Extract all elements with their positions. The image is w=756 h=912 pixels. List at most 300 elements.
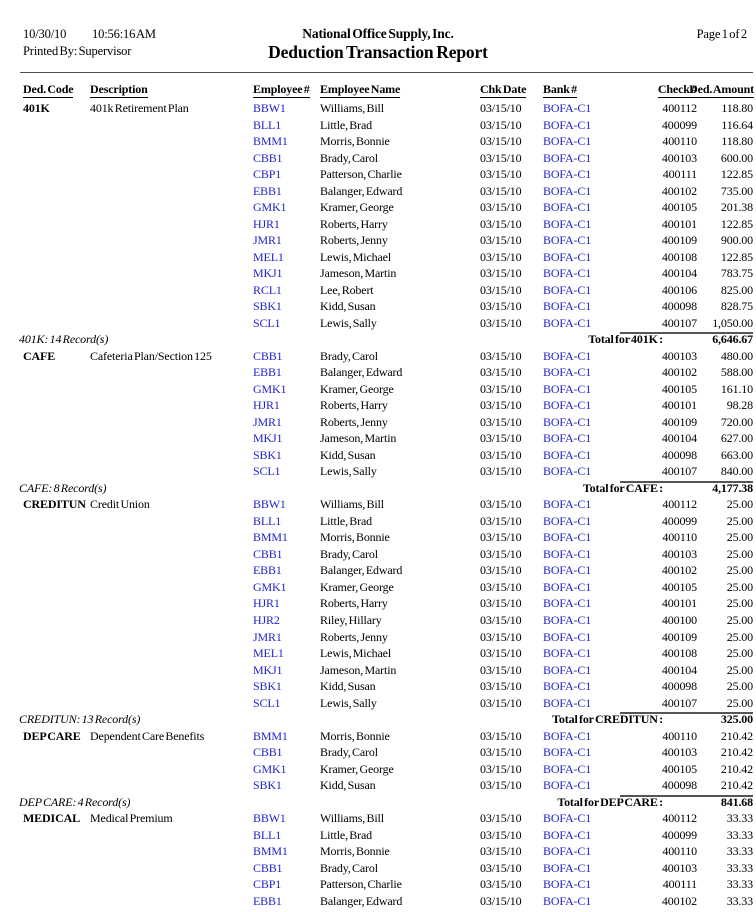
bank-code-cell[interactable]: BOFA-C1: [543, 596, 592, 611]
employee-code-cell[interactable]: BLL1: [253, 117, 282, 132]
employee-code-cell[interactable]: BBW1: [253, 811, 286, 826]
description-cell: Dependent Care Benefits: [90, 728, 205, 743]
bank-code-cell[interactable]: BOFA-C1: [543, 563, 592, 578]
employee-name-cell: Little, Brad: [320, 513, 373, 528]
table-row: [0, 728, 756, 745]
chk-date-cell: 03/15/10: [480, 745, 522, 760]
ded-amount-cell: 828.75: [720, 299, 753, 314]
records-count: CREDITUN: 13 Record(s): [19, 712, 141, 727]
table-row: [0, 843, 756, 860]
chk-date-cell: 03/15/10: [480, 695, 522, 710]
bank-code-cell[interactable]: BOFA-C1: [543, 778, 592, 793]
employee-code-cell[interactable]: SCL1: [253, 464, 281, 479]
employee-code-cell[interactable]: EBB1: [253, 893, 282, 908]
ded-code-cell: [23, 364, 90, 381]
ded-amount-cell: 25.00: [726, 629, 753, 644]
bank-code-cell[interactable]: BOFA-C1: [543, 497, 592, 512]
column-header-description: Description: [90, 82, 148, 96]
description-cell: [90, 133, 253, 150]
bank-code-cell[interactable]: BOFA-C1: [543, 167, 592, 182]
employee-name-cell: Brady, Carol: [320, 546, 378, 561]
column-header-row: [0, 83, 756, 98]
bank-code-cell[interactable]: BOFA-C1: [543, 365, 592, 380]
employee-code-cell[interactable]: SBK1: [253, 447, 282, 462]
employee-code-cell[interactable]: BLL1: [253, 513, 282, 528]
ded-amount-cell: 588.00: [720, 365, 753, 380]
chk-date-cell: 03/15/10: [480, 893, 522, 908]
employee-code-cell[interactable]: GMK1: [253, 579, 287, 594]
description-cell: [90, 695, 253, 712]
employee-name-cell: Patterson, Charlie: [320, 167, 402, 182]
check-no-cell: 400103: [661, 860, 697, 875]
ded-code-cell: [23, 777, 90, 794]
bank-code-cell[interactable]: BOFA-C1: [543, 447, 592, 462]
print-time: 10:56:16 AM: [92, 27, 156, 41]
bank-code-cell[interactable]: BOFA-C1: [543, 431, 592, 446]
ded-code-cell: [23, 150, 90, 167]
bank-code-cell[interactable]: BOFA-C1: [543, 233, 592, 248]
company-name: National Office Supply, Inc.: [302, 26, 454, 41]
ded-amount-cell: 25.00: [726, 646, 753, 661]
employee-code-cell[interactable]: CBB1: [253, 150, 283, 165]
employee-code-cell[interactable]: BMM1: [253, 134, 288, 149]
employee-code-cell[interactable]: SBK1: [253, 299, 282, 314]
employee-name-cell: Kramer, George: [320, 761, 394, 776]
total-amount: 4,177.38: [712, 480, 753, 495]
bank-code-cell[interactable]: BOFA-C1: [543, 216, 592, 231]
employee-name-cell: Balanger, Edward: [320, 893, 403, 908]
ded-code-cell: [23, 529, 90, 546]
chk-date-cell: 03/15/10: [480, 299, 522, 314]
chk-date-cell: 03/15/10: [480, 398, 522, 413]
check-no-cell: 400112: [662, 811, 697, 826]
bank-code-cell[interactable]: BOFA-C1: [543, 117, 592, 132]
employee-code-cell[interactable]: BLL1: [253, 827, 282, 842]
employee-code-cell[interactable]: GMK1: [253, 381, 287, 396]
chk-date-cell: 03/15/10: [480, 381, 522, 396]
employee-name-cell: Jameson, Martin: [320, 266, 397, 281]
bank-code-cell[interactable]: BOFA-C1: [543, 811, 592, 826]
description-cell: [90, 744, 253, 761]
employee-code-cell[interactable]: CBB1: [253, 348, 283, 363]
description-cell: Credit Union: [90, 497, 150, 512]
chk-date-cell: 03/15/10: [480, 629, 522, 644]
description-cell: 401k Retirement Plan: [90, 101, 189, 115]
employee-code-cell[interactable]: BBW1: [253, 497, 286, 512]
table-row: [0, 282, 756, 299]
check-no-cell: 400108: [661, 249, 697, 264]
table-row: [0, 579, 756, 596]
check-no-cell: 400107: [661, 695, 697, 710]
chk-date-cell: 03/15/10: [480, 546, 522, 561]
ded-code-cell: [23, 381, 90, 398]
description-cell: [90, 645, 253, 662]
employee-code-cell[interactable]: HJR1: [253, 216, 280, 231]
check-no-cell: 400112: [662, 101, 697, 115]
ded-code-cell: [23, 183, 90, 200]
table-row: [0, 860, 756, 877]
bank-code-cell[interactable]: BOFA-C1: [543, 546, 592, 561]
bank-code-cell[interactable]: BOFA-C1: [543, 695, 592, 710]
employee-code-cell[interactable]: CBB1: [253, 745, 283, 760]
bank-code-cell[interactable]: BOFA-C1: [543, 877, 592, 892]
employee-code-cell[interactable]: CBB1: [253, 546, 283, 561]
check-no-cell: 400103: [661, 348, 697, 363]
report-title: Deduction Transaction Report: [268, 42, 488, 62]
ded-amount-cell: 122.85: [720, 249, 753, 264]
chk-date-cell: 03/15/10: [480, 844, 522, 859]
ded-code-cell: [23, 843, 90, 860]
ded-code-cell: [23, 744, 90, 761]
chk-date-cell: 03/15/10: [480, 150, 522, 165]
ded-code-cell: [23, 876, 90, 893]
employee-code-cell[interactable]: JMR1: [253, 629, 282, 644]
table-row: [0, 662, 756, 679]
employee-name-cell: Roberts, Harry: [320, 596, 388, 611]
bank-code-cell[interactable]: BOFA-C1: [543, 530, 592, 545]
table-row: [0, 199, 756, 216]
chk-date-cell: 03/15/10: [480, 579, 522, 594]
employee-code-cell[interactable]: SBK1: [253, 778, 282, 793]
ded-amount-cell: 25.00: [726, 695, 753, 710]
ded-amount-cell: 480.00: [720, 348, 753, 363]
employee-name-cell: Morris, Bonnie: [320, 134, 390, 149]
employee-name-cell: Little, Brad: [320, 827, 373, 842]
table-row: [0, 496, 756, 513]
employee-name-cell: Williams, Bill: [320, 811, 384, 826]
chk-date-cell: 03/15/10: [480, 101, 522, 115]
column-header-chk-date: Chk Date: [480, 82, 527, 96]
table-row: [0, 810, 756, 827]
ded-amount-cell: 122.85: [720, 167, 753, 182]
ded-code-cell: [23, 463, 90, 480]
employee-code-cell[interactable]: EBB1: [253, 563, 282, 578]
employee-name-cell: Balanger, Edward: [320, 365, 403, 380]
ded-amount-cell: 900.00: [720, 233, 753, 248]
chk-date-cell: 03/15/10: [480, 827, 522, 842]
ded-amount-cell: 161.10: [720, 381, 753, 396]
employee-code-cell[interactable]: JMR1: [253, 233, 282, 248]
employee-code-cell[interactable]: BMM1: [253, 530, 288, 545]
ded-amount-cell: 25.00: [726, 497, 753, 512]
employee-code-cell[interactable]: BMM1: [253, 728, 288, 743]
ded-amount-cell: 210.42: [720, 761, 753, 776]
records-count: DEP CARE: 4 Record(s): [19, 794, 131, 809]
ded-code-cell: 401K: [23, 101, 50, 115]
employee-name-cell: Brady, Carol: [320, 150, 378, 165]
ded-code-cell: [23, 447, 90, 464]
total-amount: 841.68: [720, 794, 753, 809]
table-row: [0, 612, 756, 629]
chk-date-cell: 03/15/10: [480, 134, 522, 149]
employee-name-cell: Lewis, Sally: [320, 464, 377, 479]
employee-code-cell[interactable]: EBB1: [253, 183, 282, 198]
bank-code-cell[interactable]: BOFA-C1: [543, 761, 592, 776]
bank-code-cell[interactable]: BOFA-C1: [543, 827, 592, 842]
description-cell: [90, 430, 253, 447]
table-row: [0, 364, 756, 381]
ded-code-cell: [23, 595, 90, 612]
column-header-bank-no: Bank #: [543, 82, 577, 96]
chk-date-cell: 03/15/10: [480, 596, 522, 611]
chk-date-cell: 03/15/10: [480, 778, 522, 793]
description-cell: [90, 166, 253, 183]
employee-code-cell[interactable]: MKJ1: [253, 431, 283, 446]
chk-date-cell: 03/15/10: [480, 167, 522, 182]
column-header-employee-no: Employee #: [253, 82, 310, 96]
chk-date-cell: 03/15/10: [480, 563, 522, 578]
ded-amount-cell: 840.00: [720, 464, 753, 479]
bank-code-cell[interactable]: BOFA-C1: [543, 200, 592, 215]
employee-code-cell[interactable]: MKJ1: [253, 662, 283, 677]
bank-code-cell[interactable]: BOFA-C1: [543, 299, 592, 314]
employee-code-cell[interactable]: MEL1: [253, 249, 284, 264]
bank-code-cell[interactable]: BOFA-C1: [543, 348, 592, 363]
ded-amount-cell: 210.42: [720, 745, 753, 760]
check-no-cell: 400098: [661, 778, 697, 793]
description-cell: [90, 414, 253, 431]
check-no-cell: 400104: [661, 662, 697, 677]
ded-code-cell: [23, 249, 90, 266]
chk-date-cell: 03/15/10: [480, 761, 522, 776]
description-cell: [90, 579, 253, 596]
ded-amount-cell: 25.00: [726, 579, 753, 594]
ded-code-cell: [23, 315, 90, 332]
ded-code-cell: [23, 199, 90, 216]
check-no-cell: 400112: [662, 497, 697, 512]
employee-name-cell: Lewis, Sally: [320, 315, 377, 330]
employee-name-cell: Roberts, Harry: [320, 216, 388, 231]
table-row: [0, 546, 756, 563]
chk-date-cell: 03/15/10: [480, 728, 522, 743]
employee-code-cell[interactable]: GMK1: [253, 200, 287, 215]
column-header-check-no: Check #: [657, 82, 697, 96]
employee-code-cell[interactable]: JMR1: [253, 414, 282, 429]
description-cell: [90, 529, 253, 546]
table-row: [0, 761, 756, 778]
employee-code-cell[interactable]: CBB1: [253, 860, 283, 875]
section-footer-row: [0, 331, 756, 348]
description-cell: [90, 546, 253, 563]
table-row: [0, 315, 756, 332]
employee-name-cell: Kramer, George: [320, 200, 394, 215]
section-footer-row: [0, 711, 756, 728]
employee-code-cell[interactable]: MKJ1: [253, 266, 283, 281]
employee-code-cell[interactable]: BBW1: [253, 101, 286, 115]
chk-date-cell: 03/15/10: [480, 447, 522, 462]
table-row: [0, 629, 756, 646]
check-no-cell: 400104: [661, 266, 697, 281]
employee-code-cell[interactable]: SCL1: [253, 315, 281, 330]
ded-code-cell: [23, 629, 90, 646]
employee-code-cell[interactable]: CBP1: [253, 877, 282, 892]
description-cell: [90, 893, 253, 910]
ded-code-cell: [23, 893, 90, 910]
check-no-cell: 400109: [661, 233, 697, 248]
description-cell: [90, 827, 253, 844]
ded-code-cell: [23, 562, 90, 579]
bank-code-cell[interactable]: BOFA-C1: [543, 414, 592, 429]
employee-code-cell[interactable]: HJR1: [253, 596, 280, 611]
employee-name-cell: Kidd, Susan: [320, 447, 376, 462]
bank-code-cell[interactable]: BOFA-C1: [543, 893, 592, 908]
bank-code-cell[interactable]: BOFA-C1: [543, 134, 592, 149]
check-no-cell: 400106: [661, 282, 697, 297]
bank-code-cell[interactable]: BOFA-C1: [543, 266, 592, 281]
employee-name-cell: Balanger, Edward: [320, 183, 403, 198]
chk-date-cell: 03/15/10: [480, 216, 522, 231]
employee-code-cell[interactable]: HJR1: [253, 398, 280, 413]
report-body: [0, 100, 756, 909]
employee-name-cell: Morris, Bonnie: [320, 844, 390, 859]
employee-code-cell[interactable]: HJR2: [253, 612, 280, 627]
bank-code-cell[interactable]: BOFA-C1: [543, 513, 592, 528]
ded-amount-cell: 825.00: [720, 282, 753, 297]
employee-code-cell[interactable]: MEL1: [253, 646, 284, 661]
employee-code-cell[interactable]: CBP1: [253, 167, 282, 182]
table-row: [0, 744, 756, 761]
check-no-cell: 400105: [661, 381, 697, 396]
column-header-ded-code: Ded. Code: [23, 82, 74, 96]
employee-name-cell: Williams, Bill: [320, 497, 384, 512]
employee-code-cell[interactable]: BMM1: [253, 844, 288, 859]
bank-code-cell[interactable]: BOFA-C1: [543, 646, 592, 661]
employee-name-cell: Jameson, Martin: [320, 431, 397, 446]
check-no-cell: 400103: [661, 150, 697, 165]
ded-amount-cell: 210.42: [720, 778, 753, 793]
chk-date-cell: 03/15/10: [480, 860, 522, 875]
ded-amount-cell: 210.42: [720, 728, 753, 743]
employee-code-cell[interactable]: SCL1: [253, 695, 281, 710]
employee-name-cell: Williams, Bill: [320, 101, 384, 115]
check-no-cell: 400101: [661, 596, 697, 611]
total-amount: 6,646.67: [712, 332, 753, 347]
ded-amount-cell: 33.33: [726, 877, 753, 892]
bank-code-cell[interactable]: BOFA-C1: [543, 745, 592, 760]
printed-by: Printed By: Supervisor: [23, 44, 132, 58]
employee-name-cell: Morris, Bonnie: [320, 728, 390, 743]
chk-date-cell: 03/15/10: [480, 315, 522, 330]
description-cell: [90, 761, 253, 778]
ded-code-cell: [23, 513, 90, 530]
check-no-cell: 400098: [661, 679, 697, 694]
employee-name-cell: Kramer, George: [320, 579, 394, 594]
employee-name-cell: Lewis, Michael: [320, 249, 392, 264]
check-no-cell: 400102: [661, 563, 697, 578]
check-no-cell: 400102: [661, 893, 697, 908]
description-cell: Medical Premium: [90, 811, 173, 826]
employee-name-cell: Lee, Robert: [320, 282, 374, 297]
bank-code-cell[interactable]: BOFA-C1: [543, 629, 592, 644]
ded-code-cell: CREDITUN: [23, 497, 86, 512]
table-row: [0, 678, 756, 695]
employee-code-cell[interactable]: SBK1: [253, 679, 282, 694]
employee-name-cell: Little, Brad: [320, 117, 373, 132]
table-row: [0, 232, 756, 249]
bank-code-cell[interactable]: BOFA-C1: [543, 183, 592, 198]
bank-code-cell[interactable]: BOFA-C1: [543, 579, 592, 594]
bank-code-cell[interactable]: BOFA-C1: [543, 728, 592, 743]
table-row: [0, 133, 756, 150]
check-no-cell: 400103: [661, 546, 697, 561]
ded-code-cell: [23, 678, 90, 695]
description-cell: [90, 183, 253, 200]
employee-code-cell[interactable]: RCL1: [253, 282, 282, 297]
page-number: Page 1 of 2: [696, 27, 747, 41]
column-header-ded-amount: Ded. Amount: [689, 82, 754, 96]
table-row: [0, 595, 756, 612]
bank-code-cell[interactable]: BOFA-C1: [543, 150, 592, 165]
table-row: [0, 150, 756, 167]
ded-code-cell: [23, 860, 90, 877]
ded-amount-cell: 33.33: [726, 860, 753, 875]
check-no-cell: 400110: [662, 530, 697, 545]
description-cell: [90, 397, 253, 414]
check-no-cell: 400110: [662, 134, 697, 149]
chk-date-cell: 03/15/10: [480, 877, 522, 892]
bank-code-cell[interactable]: BOFA-C1: [543, 101, 592, 115]
bank-code-cell[interactable]: BOFA-C1: [543, 860, 592, 875]
description-cell: [90, 282, 253, 299]
chk-date-cell: 03/15/10: [480, 233, 522, 248]
employee-name-cell: Balanger, Edward: [320, 563, 403, 578]
bank-code-cell[interactable]: BOFA-C1: [543, 662, 592, 677]
ded-amount-cell: 118.80: [721, 134, 753, 149]
employee-code-cell[interactable]: GMK1: [253, 761, 287, 776]
employee-name-cell: Kramer, George: [320, 381, 394, 396]
ded-amount-cell: 735.00: [720, 183, 753, 198]
employee-name-cell: Roberts, Jenny: [320, 414, 388, 429]
ded-amount-cell: 33.33: [726, 893, 753, 908]
check-no-cell: 400101: [661, 398, 697, 413]
table-row: [0, 397, 756, 414]
table-row: [0, 695, 756, 712]
section-footer-row: [0, 480, 756, 497]
employee-name-cell: Kidd, Susan: [320, 299, 376, 314]
ded-code-cell: [23, 397, 90, 414]
bank-code-cell[interactable]: BOFA-C1: [543, 464, 592, 479]
chk-date-cell: 03/15/10: [480, 530, 522, 545]
table-row: [0, 117, 756, 134]
employee-code-cell[interactable]: EBB1: [253, 365, 282, 380]
ded-code-cell: [23, 612, 90, 629]
chk-date-cell: 03/15/10: [480, 811, 522, 826]
employee-name-cell: Brady, Carol: [320, 348, 378, 363]
description-cell: [90, 595, 253, 612]
description-cell: [90, 629, 253, 646]
check-no-cell: 400104: [661, 431, 697, 446]
ded-amount-cell: 25.00: [726, 596, 753, 611]
ded-amount-cell: 25.00: [726, 530, 753, 545]
bank-code-cell[interactable]: BOFA-C1: [543, 398, 592, 413]
bank-code-cell[interactable]: BOFA-C1: [543, 612, 592, 627]
chk-date-cell: 03/15/10: [480, 282, 522, 297]
chk-date-cell: 03/15/10: [480, 117, 522, 132]
bank-code-cell[interactable]: BOFA-C1: [543, 844, 592, 859]
bank-code-cell[interactable]: BOFA-C1: [543, 679, 592, 694]
description-cell: [90, 117, 253, 134]
bank-code-cell[interactable]: BOFA-C1: [543, 282, 592, 297]
total-label: Total for 401K :: [588, 332, 663, 347]
ded-amount-cell: 1,050.00: [712, 315, 753, 330]
ded-code-cell: [23, 645, 90, 662]
description-cell: [90, 777, 253, 794]
bank-code-cell[interactable]: BOFA-C1: [543, 381, 592, 396]
employee-name-cell: Kidd, Susan: [320, 679, 376, 694]
description-cell: [90, 860, 253, 877]
bank-code-cell[interactable]: BOFA-C1: [543, 249, 592, 264]
bank-code-cell[interactable]: BOFA-C1: [543, 315, 592, 330]
